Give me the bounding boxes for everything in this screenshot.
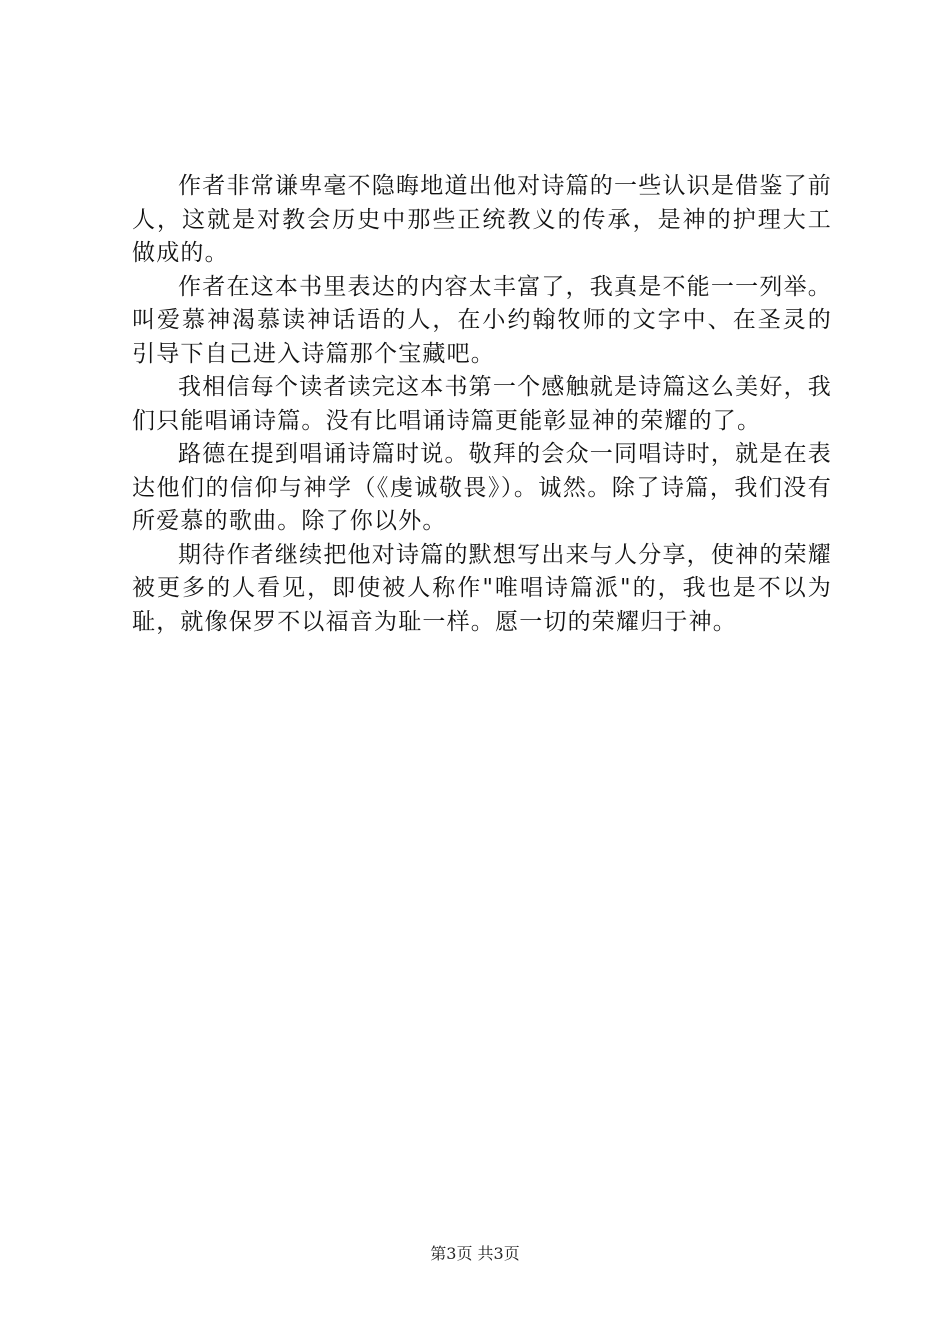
- paragraph-2: 作者在这本书里表达的内容太丰富了，我真是不能一一列举。叫爱慕神渴慕读神话语的人，在小约翰牧师的文字中、在圣灵的引导下自己进入诗篇那个宝藏吧。: [132, 273, 832, 367]
- paragraph-4: 路德在提到唱诵诗篇时说。敬拜的会众一同唱诗时，就是在表达他们的信仰与神学（《虔诚敬畏》）。诚然。除了诗篇，我们没有所爱慕的歌曲。除了你以外。: [132, 441, 832, 534]
- page-footer: 第3页 共3页: [430, 1244, 520, 1263]
- paragraph-5: 期待作者继续把他对诗篇的默想写出来与人分享，使神的荣耀被更多的人看见，即使被人称作"唯唱诗篇派"的，我也是不以为耻，就像保罗不以福音为耻一样。愿一切的荣耀归于神。: [132, 541, 832, 635]
- paragraph-3: 我相信每个读者读完这本书第一个感触就是诗篇这么美好，我们只能唱诵诗篇。没有比唱诵诗篇更能彰显神的荣耀的了。: [132, 374, 832, 434]
- paragraph-1: 作者非常谦卑毫不隐晦地道出他对诗篇的一些认识是借鉴了前人，这就是对教会历史中那些正统教义的传承，是神的护理大工做成的。: [132, 173, 832, 266]
- body-text: [132, 170, 832, 639]
